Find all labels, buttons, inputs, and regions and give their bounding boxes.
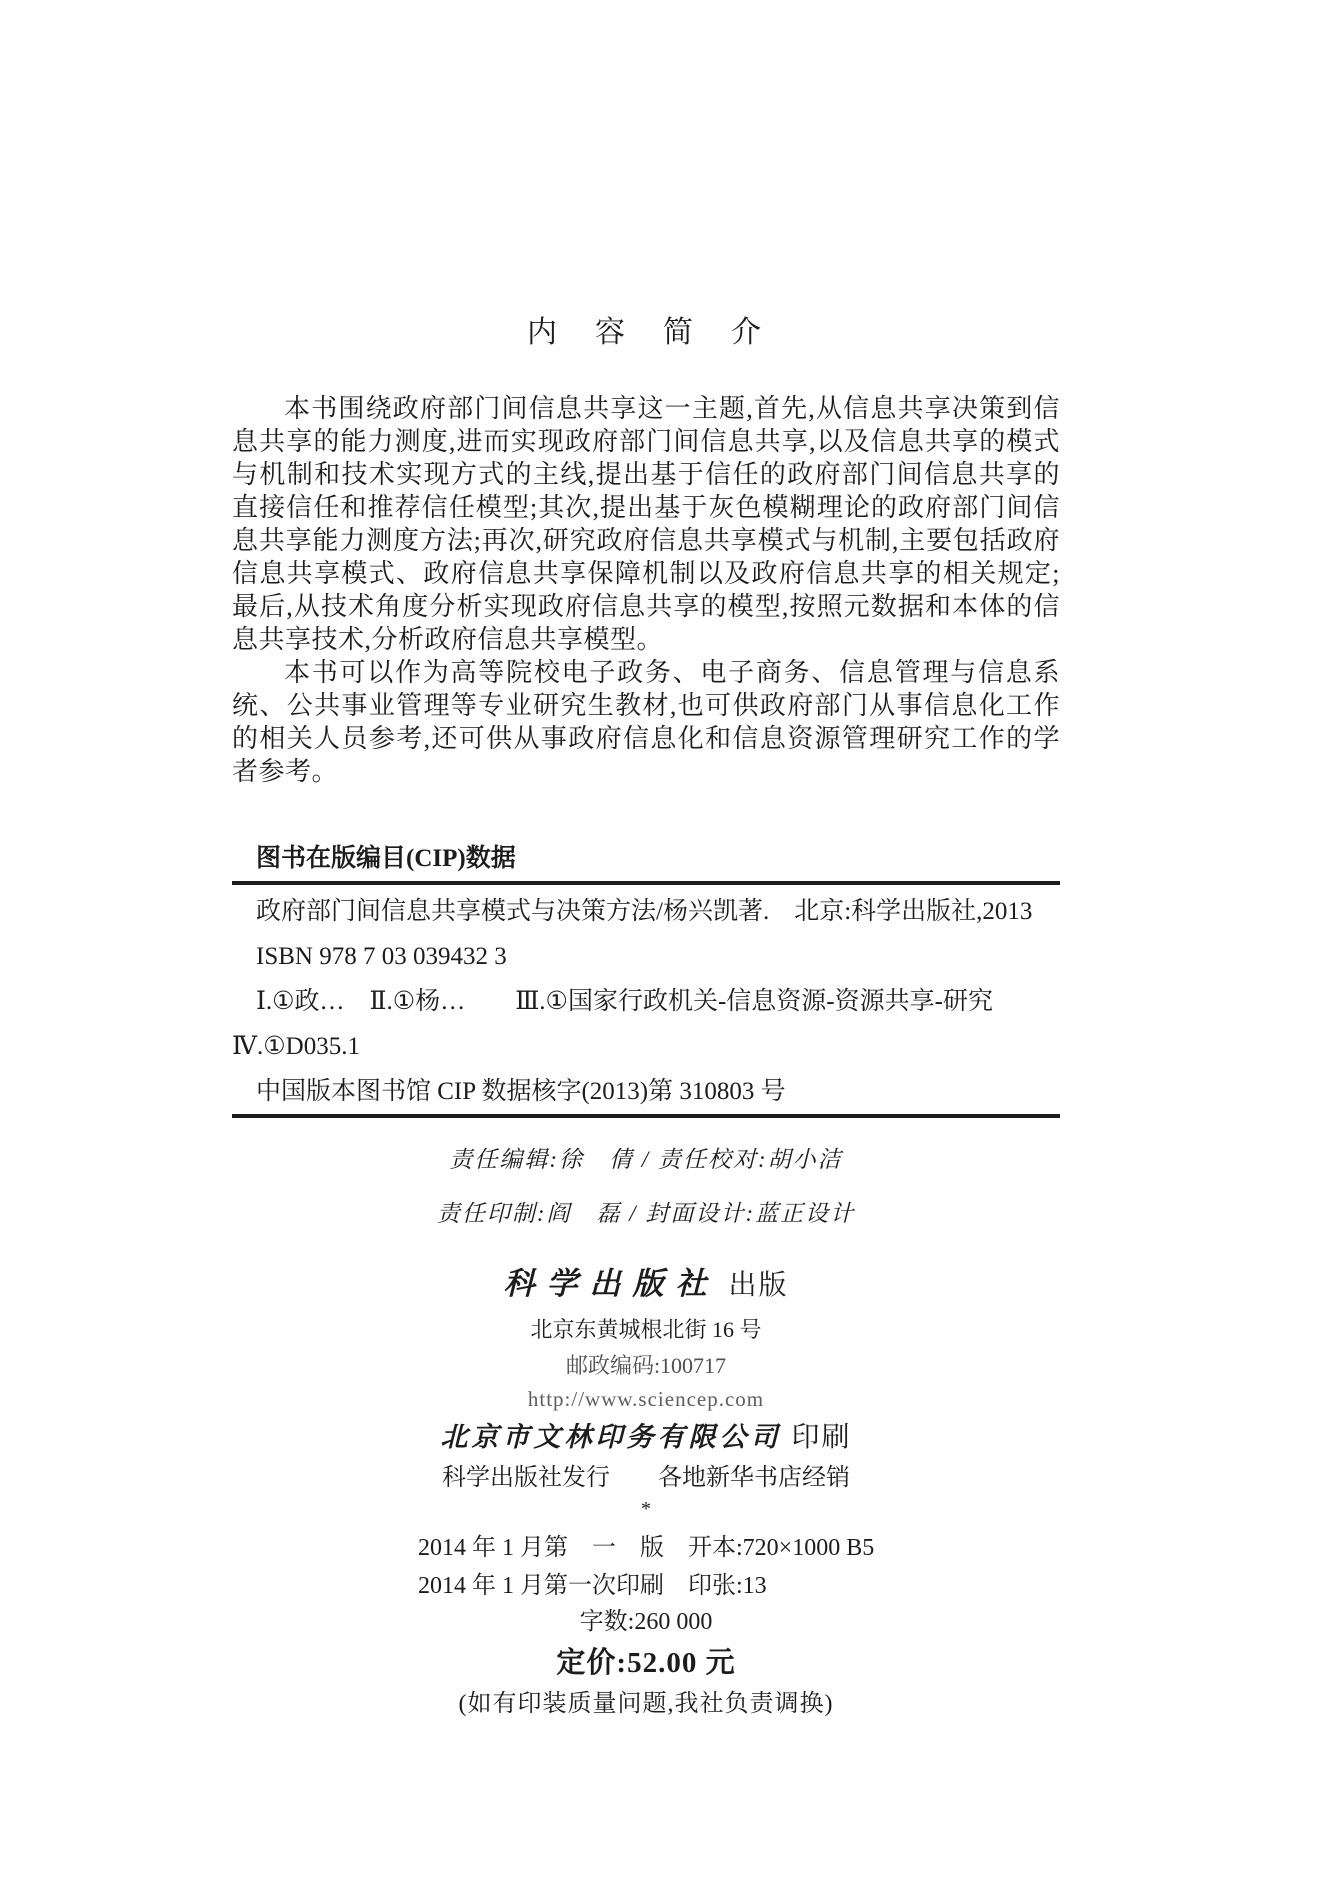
quality-note: (如有印装质量问题,我社负责调换) <box>458 1691 834 1717</box>
publisher-suffix: 出版 <box>728 1270 789 1301</box>
cip-classification-line-2: Ⅳ.①D035.1 <box>232 1033 360 1060</box>
publisher-url: http://www.sciencep.com <box>527 1387 765 1411</box>
price: 定价:52.00 元 <box>556 1647 736 1679</box>
horizontal-rule-top <box>232 881 1060 885</box>
printing-row <box>418 1571 874 1601</box>
credits-editor-line: 责任编辑:徐 倩 / 责任校对:胡小洁 <box>449 1147 843 1172</box>
printer-line <box>232 1420 1060 1459</box>
cip-book-line: 政府部门间信息共享模式与决策方法/杨兴凯著. 北京:科学出版社,2013 <box>256 898 1033 925</box>
intro-paragraph-1: 本书围绕政府部门间信息共享这一主题,首先,从信息共享决策到信息共享的能力测度,进而实现政府部门间信息共享,以及信息共享的模式与机制和技术实现方式的主线,提出基于信任的政府部门间信息共享的直接信任和推荐信任模型;其次,提出基于灰色模糊理论的政府部门间信息共享能力测度方法;再次,研究政府信息共享模式与机制,主要包括政府信息共享模式、政府信息共享保障机制以及政府信息共享的相关规定;最后,从技术角度分析实现政府信息共享的模型,按照元数据和本体的信息共享技术,分析政府信息共享模型。 <box>232 394 1060 654</box>
cip-record-number: 中国版本图书馆 CIP 数据核字(2013)第 310803 号 <box>256 1078 786 1105</box>
distribution-line: 科学出版社发行 各地新华书店经销 <box>442 1465 850 1491</box>
format-spec: 开本:720×1000 B5 <box>688 1535 875 1561</box>
sheet-count: 印张:13 <box>688 1573 767 1599</box>
printer-name: 北京市文林印务有限公司 <box>440 1422 782 1452</box>
publisher-address: 北京东黄城根北街 16 号 <box>530 1317 762 1342</box>
divider-asterisk: * <box>641 1498 651 1520</box>
word-count: 字数:260 000 <box>579 1609 713 1635</box>
intro-paragraph-2: 本书可以作为高等院校电子政务、电子商务、信息管理与信息系统、公共事业管理等专业研究生教材,也可供政府部门从事信息化工作的相关人员参考,还可供从事政府信息化和信息资源管理研究工作的学者参考。 <box>232 658 1060 786</box>
cip-classification-line-1: Ⅰ.①政… Ⅱ.①杨… Ⅲ.①国家行政机关-信息资源-资源共享-研究 <box>256 988 993 1015</box>
credits-printing-line: 责任印制:阎 磊 / 封面设计:蓝正设计 <box>436 1201 856 1226</box>
cip-isbn: ISBN 978 7 03 039432 3 <box>256 943 507 970</box>
horizontal-rule-bottom <box>232 1114 1060 1118</box>
page-title: 内 容 简 介 <box>527 316 765 349</box>
content-column <box>232 0 1060 1719</box>
edition-row <box>418 1533 874 1563</box>
publisher-name: 科学出版社 <box>503 1266 719 1301</box>
cip-heading: 图书在版编目(CIP)数据 <box>256 845 516 872</box>
printer-suffix: 印刷 <box>791 1422 852 1453</box>
publisher-line <box>232 1264 1060 1310</box>
printing-date: 2014 年 1 月第一次印刷 <box>418 1573 664 1599</box>
publisher-postcode: 邮政编码:100717 <box>565 1353 727 1378</box>
edition-date: 2014 年 1 月第 一 版 <box>418 1535 664 1561</box>
